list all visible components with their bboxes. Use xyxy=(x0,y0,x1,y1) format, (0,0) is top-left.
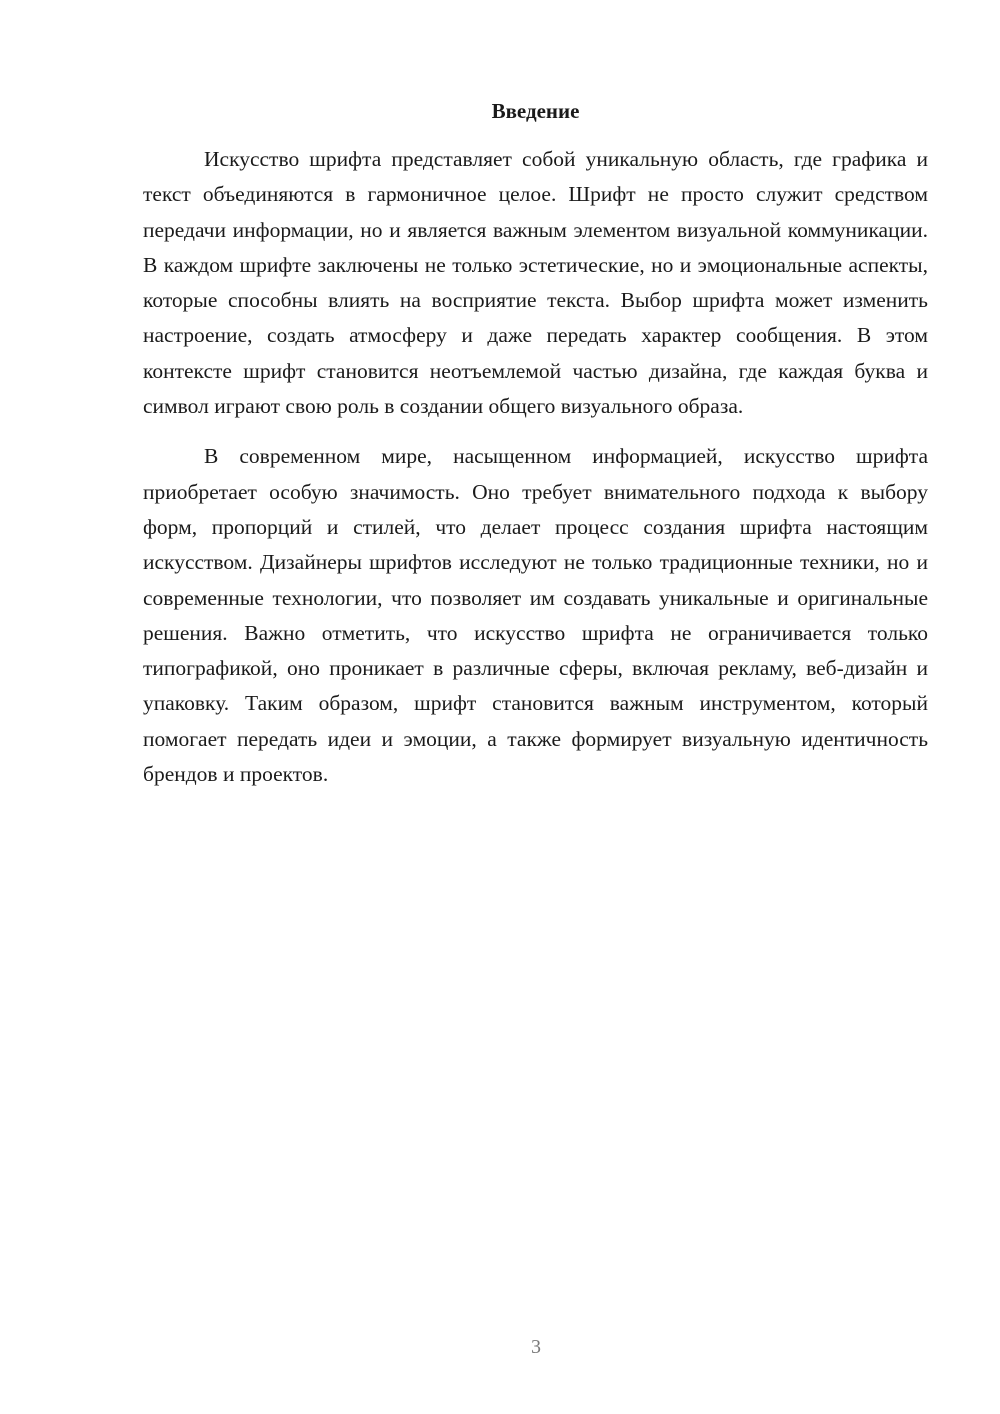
page-number: 3 xyxy=(531,1336,541,1358)
paragraph-1: Искусство шрифта представляет собой уникальную область, где графика и текст объединяются в гармоничное целое. Шрифт не просто служит средством передачи информации, но и является важным элементом визуальной коммуникации. В каждом шрифте заключены не только эстетические, но и эмоциональные аспекты, которые способны влиять на восприятие текста. Выбор шрифта может изменить настроение, создать атмосферу и даже передать характер сообщения. В этом контексте шрифт становится неотъемлемой частью дизайна, где каждая буква и символ играют свою роль в создании общего визуального образа. xyxy=(143,147,928,419)
body-text xyxy=(143,142,928,792)
section-heading: Введение xyxy=(491,99,580,123)
paragraph-2: В современном мире, насыщенном информацией, искусство шрифта приобретает особую значимость. Оно требует внимательного подхода к выбору форм, пропорций и стилей, что делает процесс создания шрифта настоящим искусством. Дизайнеры шрифтов исследуют не только традиционные техники, но и современные технологии, что позволяет им создавать уникальные и оригинальные решения. Важно отметить, что искусство шрифта не ограничивается только типографикой, оно проникает в различные сферы, включая рекламу, веб-дизайн и упаковку. Таким образом, шрифт становится важным инструментом, который помогает передать идеи и эмоции, а также формирует визуальную идентичность брендов и проектов. xyxy=(143,444,928,787)
